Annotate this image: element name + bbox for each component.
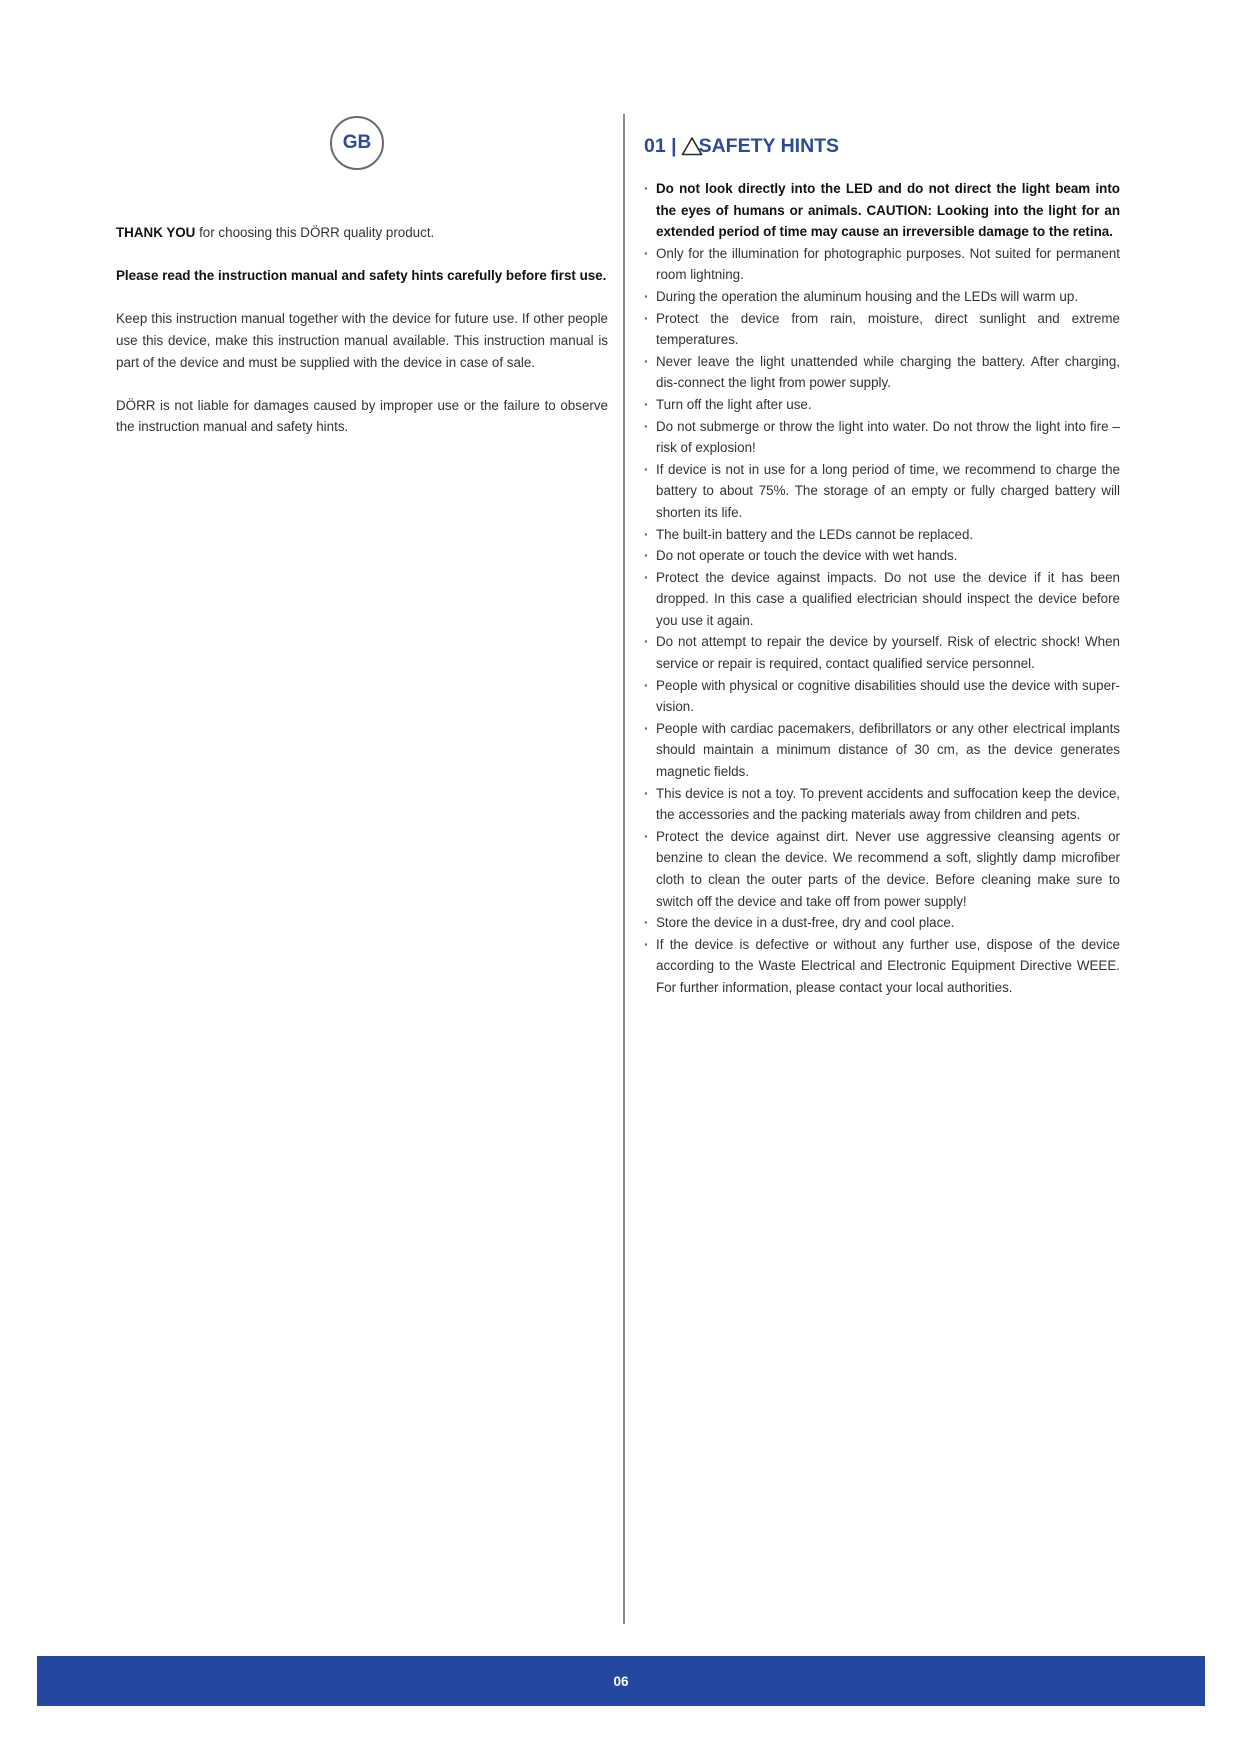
section-title: SAFETY HINTS [698,134,840,157]
language-badge [330,116,384,170]
safety-hint: · During the operation the aluminum housing and the LEDs will warm up. [644,286,1120,308]
safety-hint: · Do not attempt to repair the device by yourself. Risk of electric shock! When service or repair is required, contact qualified service personnel. [644,631,1120,674]
thank-you-paragraph [116,222,608,244]
column-divider [623,114,625,1624]
safety-hint: · Store the device in a dust-free, dry and cool place. [644,912,1120,934]
safety-hint: · Do not submerge or throw the light into water. Do not throw the light into fire – risk of explosion! [644,416,1120,459]
read-notice: Please read the instruction manual and safety hints carefully before first use. [116,268,607,284]
safety-hint: · People with physical or cognitive disabilities should use the device with super-vision. [644,675,1120,718]
safety-column [644,132,1120,999]
safety-hint: · Protect the device against dirt. Never use aggressive cleansing agents or benzine to clean the device. We recommend a soft, slightly damp microfiber cloth to clean the outer parts of the device. Before cleaning make sure to switch off the device and take off from power supply! [644,826,1120,912]
keep-manual-paragraph: Keep this instruction manual together with the device for future use. If other people use this device, make this instruction manual available. This instruction manual is part of the device and must be supplied with the device in case of sale. [116,311,608,370]
safety-hints-list [644,178,1120,999]
safety-hint: · If device is not in use for a long period of time, we recommend to charge the battery to about 75%. The storage of an empty or fully charged battery will shorten its life. [644,459,1120,524]
intro-column [116,222,608,460]
section-number: 01 | [644,134,677,157]
section-heading [644,132,1120,160]
safety-hint: · This device is not a toy. To prevent accidents and suffocation keep the device, the accessories and the packing materials away from children and pets. [644,783,1120,826]
safety-hint: · People with cardiac pacemakers, defibrillators or any other electrical implants should maintain a minimum distance of 30 cm, as the device generates magnetic fields. [644,718,1120,783]
footer-bar [37,1656,1205,1706]
page-number: 06 [613,1673,629,1689]
language-badge-label: GB [342,132,372,153]
safety-hint: · Only for the illumination for photographic purposes. Not suited for permanent room lightning. [644,243,1120,286]
safety-hint: · Protect the device from rain, moisture, direct sunlight and extreme temperatures. [644,308,1120,351]
safety-hint: · Protect the device against impacts. Do not use the device if it has been dropped. In this case a qualified electrician should inspect the device before you use it again. [644,567,1120,632]
safety-hint: · If the device is defective or without any further use, dispose of the device according to the Waste Electrical and Electronic Equipment Directive WEEE. For further information, please contact your local authorities. [644,934,1120,999]
thank-you-bold: THANK YOU [116,225,196,240]
safety-hint: · Do not operate or touch the device with wet hands. [644,545,1120,567]
liability-paragraph: DÖRR is not liable for damages caused by improper use or the failure to observe the instruction manual and safety hints. [116,397,608,435]
safety-hint: · Never leave the light unattended while charging the battery. After charging, dis-connect the light from power supply. [644,351,1120,394]
safety-hint: · The built-in battery and the LEDs cannot be replaced. [644,524,1120,546]
safety-hint: · Do not look directly into the LED and do not direct the light beam into the eyes of humans or animals. CAUTION: Looking into the light for an extended period of time may cause an irreversible damage to the retina. [644,178,1120,243]
safety-hint: · Turn off the light after use. [644,394,1120,416]
thank-you-text: for choosing this DÖRR quality product. [195,225,435,240]
